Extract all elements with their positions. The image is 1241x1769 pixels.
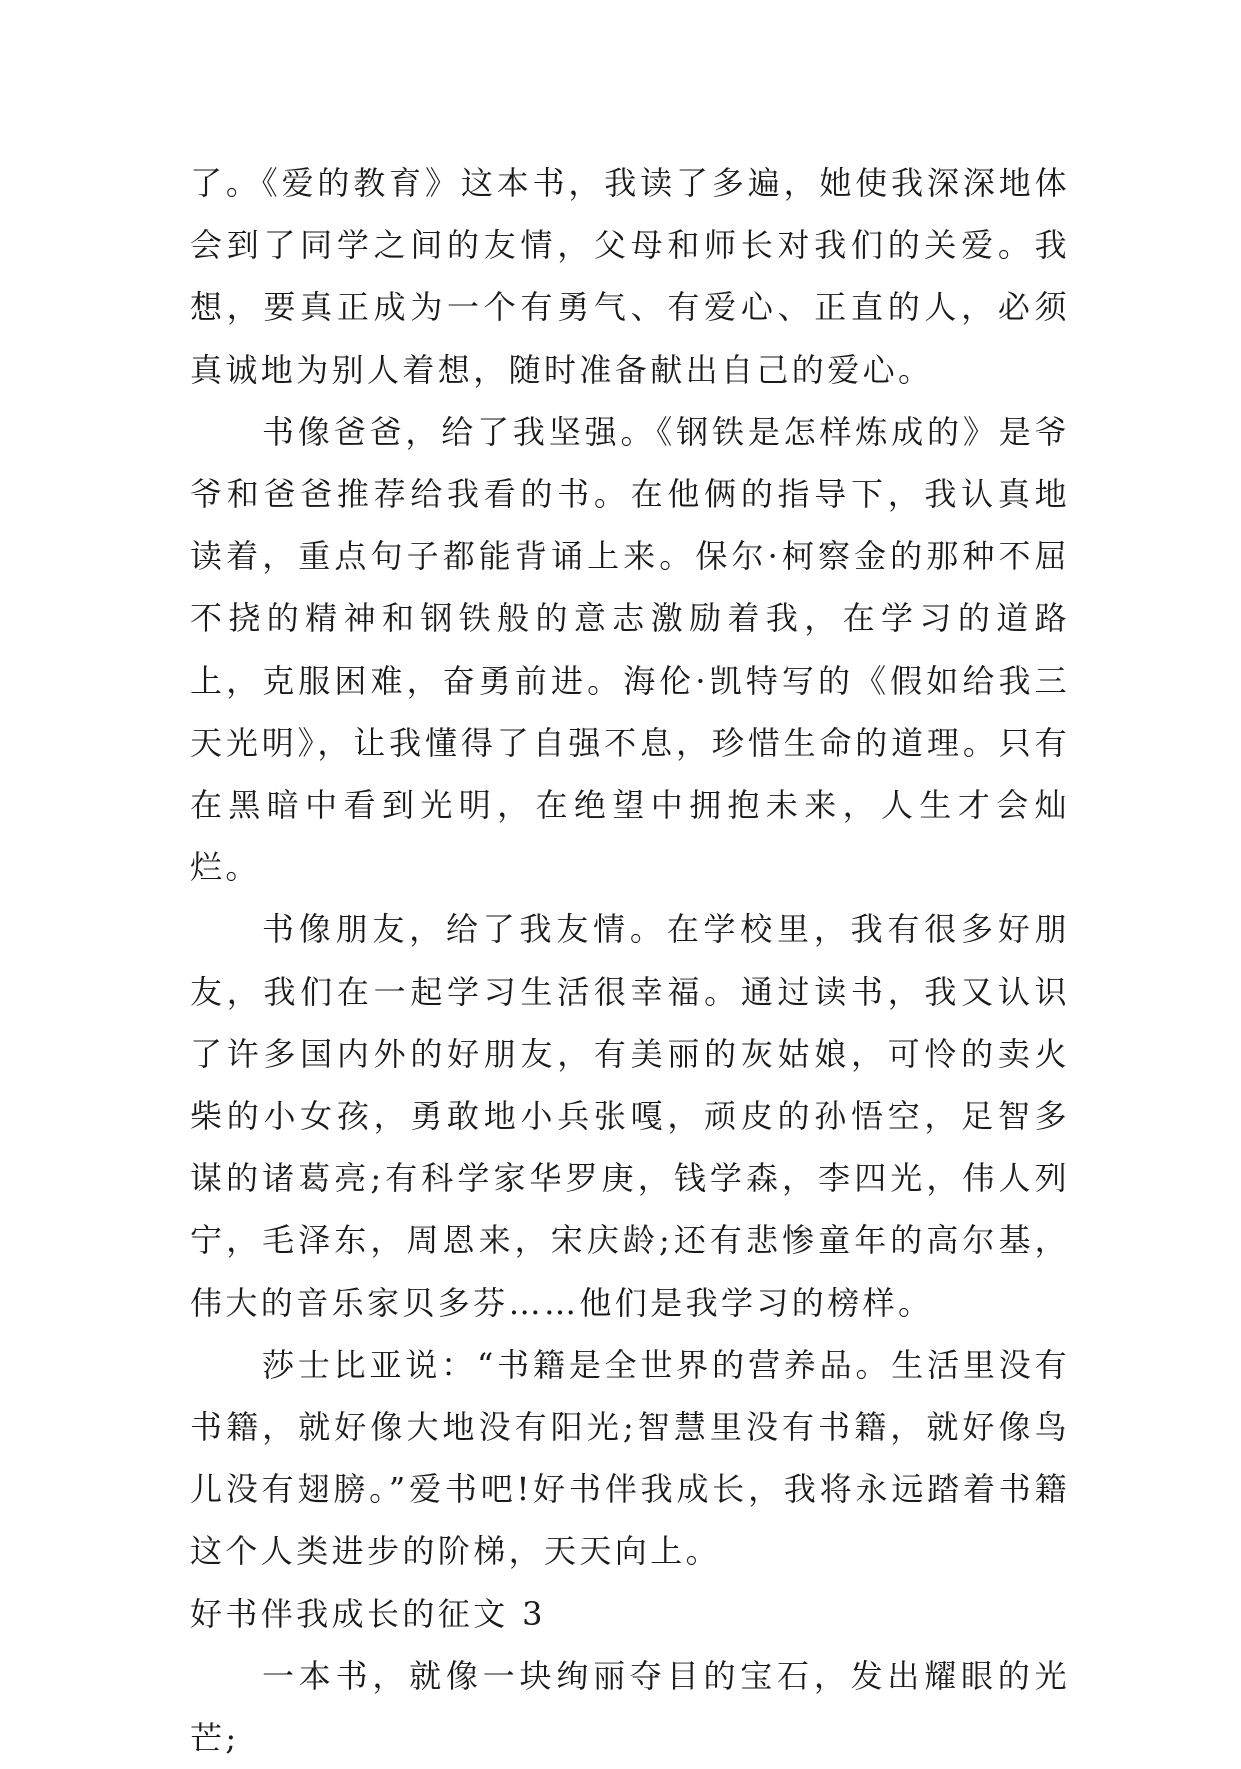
essay-heading: 好书伴我成长的征文 3 xyxy=(190,1594,546,1633)
paragraph-shakespeare-quote: 莎士比亚说：“书籍是全世界的营养品。生活里没有书籍，就好像大地没有阳光;智慧里没有书籍，就好像鸟儿没有翅膀。”爱书吧!好书伴我成长，我将永远踏着书籍这个人类进步的阶梯，天天向上。 xyxy=(190,1345,1070,1571)
paragraph-book-like-friend: 书像朋友，给了我友情。在学校里，我有很多好朋友，我们在一起学习生活很幸福。通过读书，我又认识了许多国内外的好朋友，有美丽的灰姑娘，可怜的卖火柴的小女孩，勇敢地小兵张嘎，顽皮的孙悟空，足智多谋的诸葛亮;有科学家华罗庚，钱学森，李四光，伟人列宁，毛泽东，周恩来，宋庆龄;还有悲惨童年的高尔基，伟大的音乐家贝多芬……他们是我学习的榜样。 xyxy=(190,910,1070,1322)
paragraph-book-like-father: 书像爸爸，给了我坚强。《钢铁是怎样炼成的》是爷爷和爸爸推荐给我看的书。在他俩的指导下，我认真地读着，重点句子都能背诵上来。保尔·柯察金的那种不屈不挠的精神和钢铁般的意志激励着我，在学习的道路上，克服困难，奋勇前进。海伦·凯特写的《假如给我三天光明》，让我懂得了自强不息，珍惜生命的道理。只有在黑暗中看到光明，在绝望中拥抱未来，人生才会灿烂。 xyxy=(190,412,1070,887)
document-body xyxy=(190,152,1070,1769)
paragraph-love-education: 了。《爱的教育》这本书，我读了多遍，她使我深深地体会到了同学之间的友情，父母和师长对我们的关爱。我想，要真正成为一个有勇气、有爱心、正直的人，必须真诚地为别人着想，随时准备献出自己的爱心。 xyxy=(190,164,1070,389)
paragraph-book-like-gem: 一本书，就像一块绚丽夺目的宝石，发出耀眼的光芒; xyxy=(190,1656,1070,1758)
